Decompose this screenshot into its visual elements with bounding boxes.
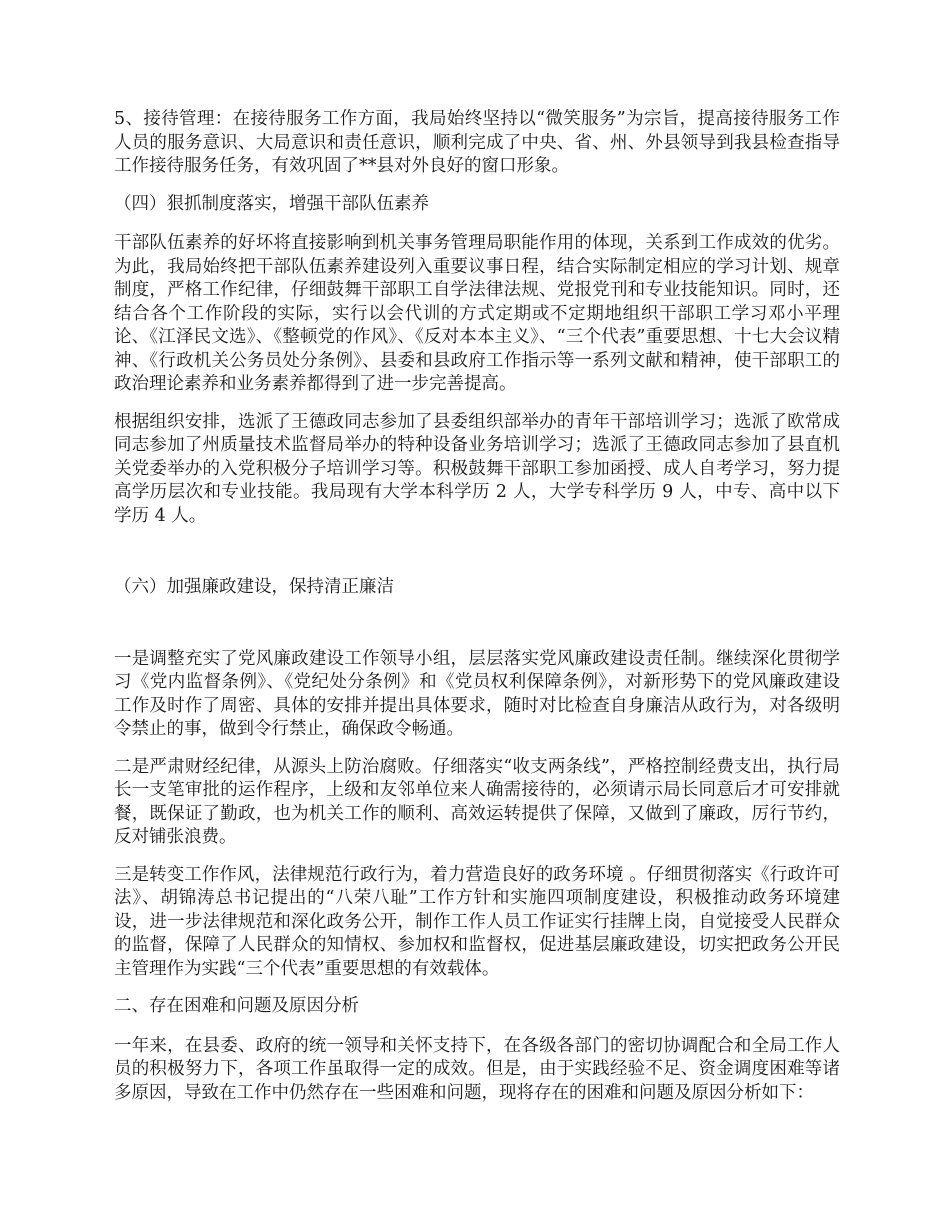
heading-problems: 二、存在困难和问题及原因分析 (114, 996, 359, 1016)
paragraph-cadre-quality: 干部队伍素养的好坏将直接影响到机关事务管理局职能作用的体现，关系到工作成效的优劣。为此，我局始终把干部队伍素养建设列入重要议事日程，结合实际制定相应的学习计划、规章制度，严格工作纪律，仔细鼓舞干部职工自学法律法规、党报党刊和专业技能知识。同时，还结合各个工作阶段的实际，实行以会代训的方式定期或不定期地组织干部职工学习邓小平理论、《江泽民文选》、《整顿党的作风》、《反对本本主义》、“三个代表”重要思想、十七大会议精神、《行政机关公务员处分条例》、县委和县政府工作指示等一系列文献和精神，使干部职工的政治理论素养和业务素养都得到了进一步完善提高。 (114, 233, 840, 394)
paragraph-point-one: 一是调整充实了党风廉政建设工作领导小组，层层落实党风廉政建设责任制。继续深化贯彻学习《党内监督条例》、《党纪处分条例》和《党员权利保障条例》，对新形势下的党风廉政建设工作及时作了周密、具体的安排并提出具体要求，随时对比检查自身廉洁从政行为，对各级明令禁止的事，做到令行禁止，确保政令畅通。 (114, 648, 840, 739)
document-page (114, 108, 840, 1105)
paragraph-point-three: 三是转变工作作风，法律规范行政行为，着力营造良好的政务环境 。仔细贯彻落实《行政许可法》、胡锦涛总书记提出的“八荣八耻”工作方针和实施四项制度建设，积极推动政务环境建设，进一步法律规范和深化政务公开，制作工作人员工作证实行挂牌上岗，自觉接受人民群众的监督，保障了人民群众的知情权、参加权和监督权，促进基层廉政建设，切实把政务公开民主管理作为实践“三个代表”重要思想的有效载体。 (114, 864, 840, 979)
paragraph-problems-intro: 一年来，在县委、政府的统一领导和关怀支持下，在各级各部门的密切协调配合和全局工作人员的积极努力下，各项工作虽取得一定的成效。但是，由于实践经验不足、资金调度困难等诸多原因，导致在工作中仍然存在一些困难和问题，现将存在的困难和问题及原因分析如下： (114, 1035, 840, 1103)
heading-integrity: （六）加强廉政建设，保持清正廉洁 (114, 577, 394, 597)
heading-cadre-quality: （四）狠抓制度落实，增强干部队伍素养 (114, 193, 429, 214)
paragraph-point-two: 二是严肃财经纪律，从源头上防治腐败。仔细落实“收支两条线”，严格控制经费支出，执行局长一支笔审批的运作程序，上级和友邻单位来人确需接待的，必须请示局长同意后才可安排就餐，既保证了勤政，也为机关工作的顺利、高效运转提供了保障，又做到了廉政，厉行节约，反对铺张浪费。 (114, 756, 840, 847)
paragraph-training: 根据组织安排，选派了王德政同志参加了县委组织部举办的青年干部培训学习；选派了欧常成同志参加了州质量技术监督局举办的特种设备业务培训学习；选派了王德政同志参加了县直机关党委举办的入党积极分子培训学习等。积极鼓舞干部职工参加函授、成人自考学习，努力提高学历层次和专业技能。我局现有大学本科学历 2 人，大学专科学历 9 人，中专、高中以下学历 4 人。 (114, 411, 840, 526)
paragraph-reception-management: 5、接待管理：在接待服务工作方面，我局始终坚持以“微笑服务”为宗旨，提高接待服务工作人员的服务意识、大局意识和责任意识，顺利完成了中央、省、州、外县领导到我县检查指导工作接待服务任务，有效巩固了**县对外良好的窗口形象。 (114, 109, 840, 176)
